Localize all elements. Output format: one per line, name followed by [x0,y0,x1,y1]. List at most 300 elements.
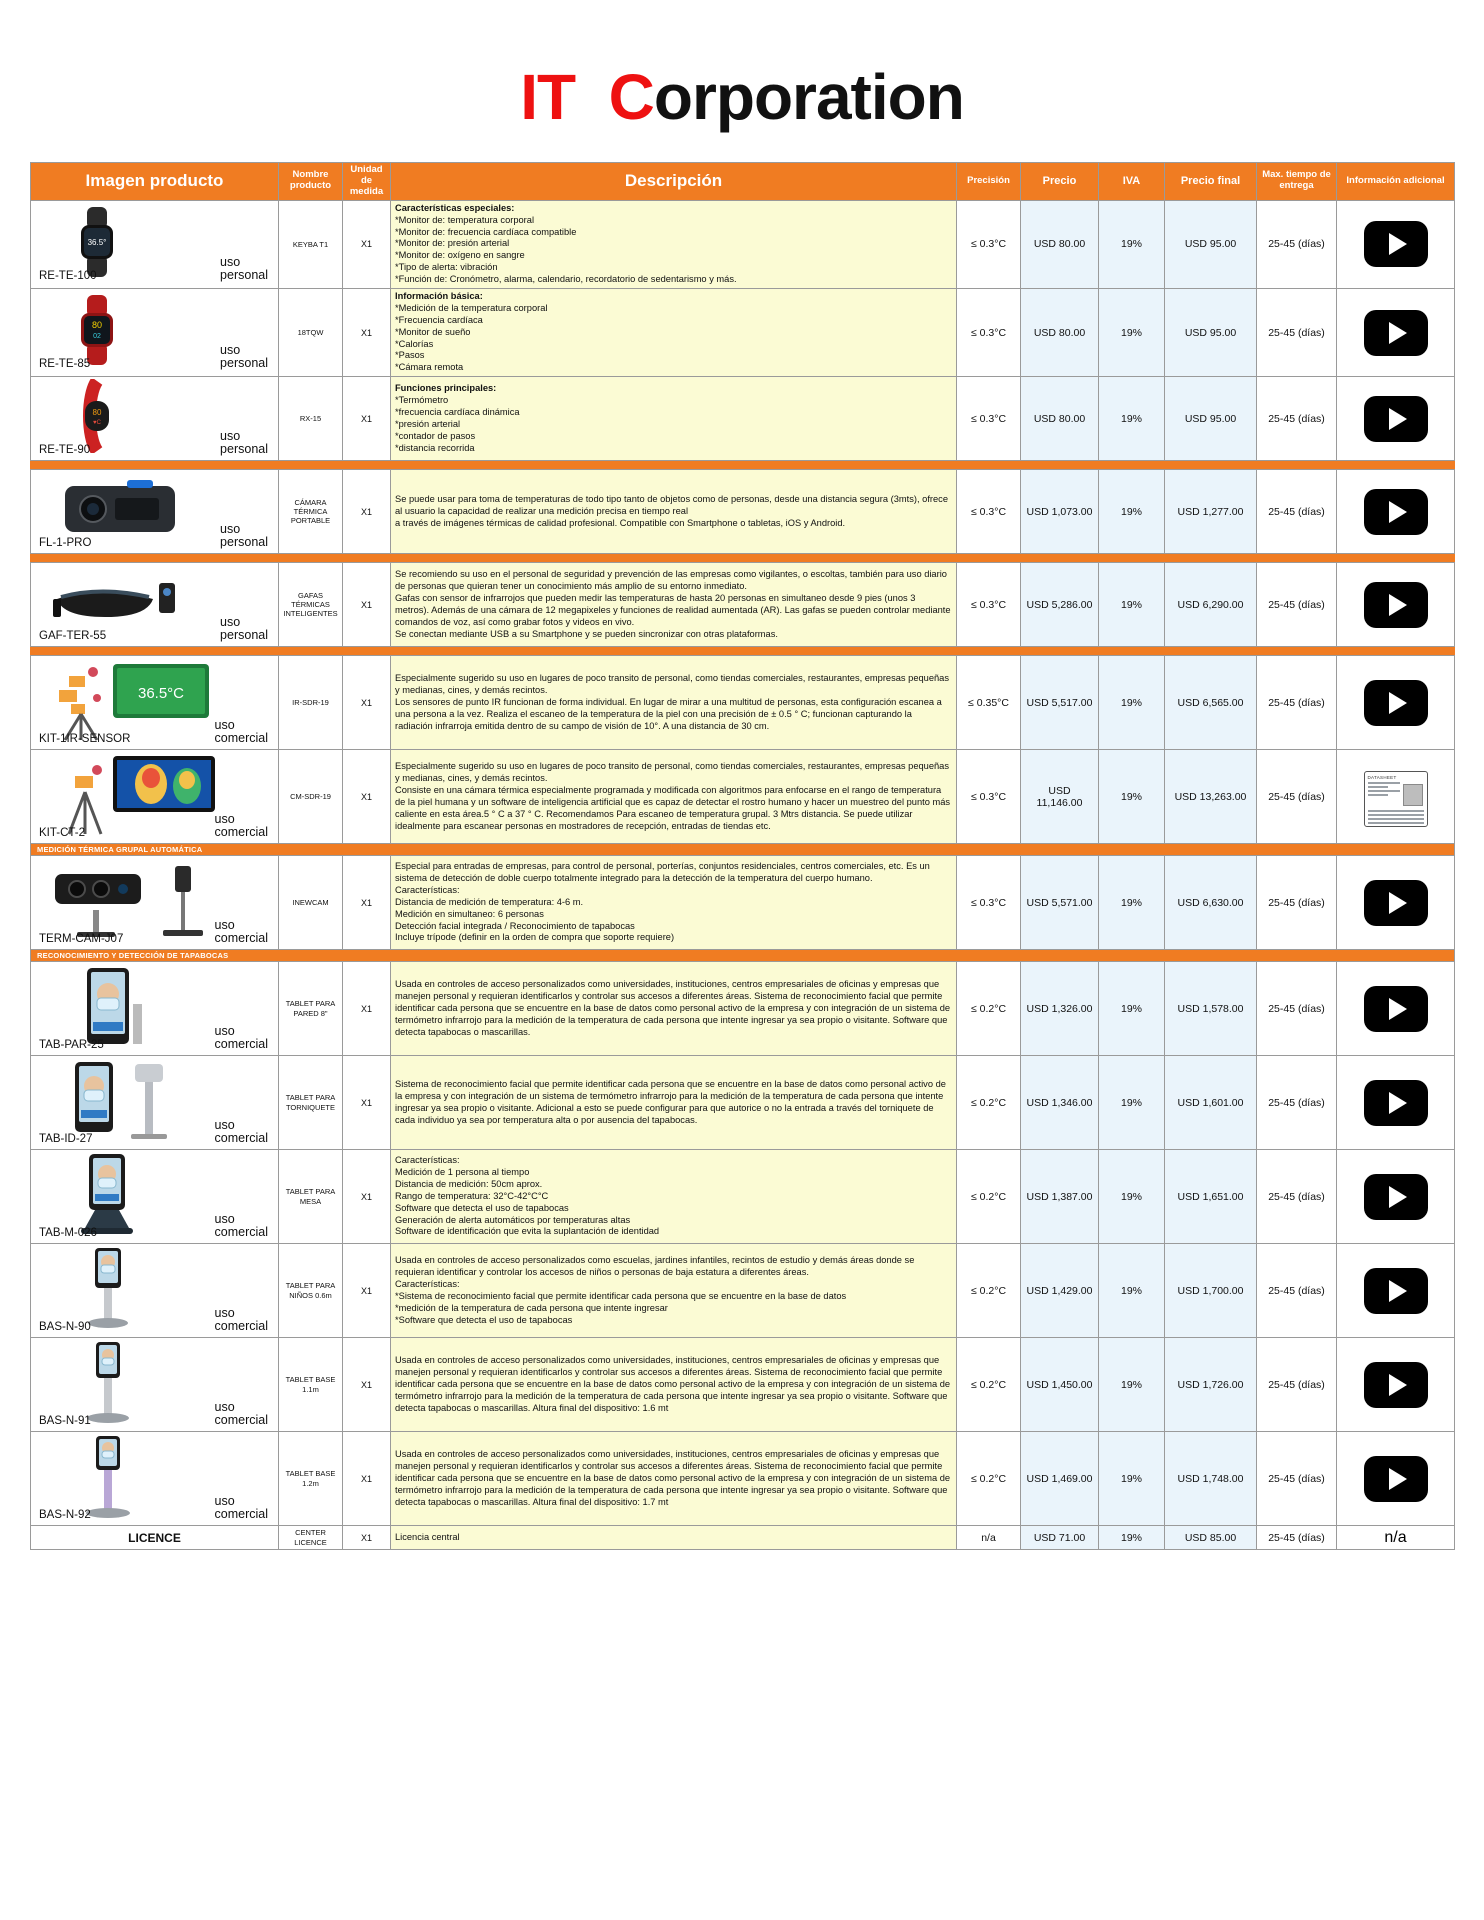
cell-price: USD 5,571.00 [1021,856,1099,950]
cell-product-name: TABLET PARA PARED 8" [279,962,343,1056]
description-line: Especialmente sugerido su uso en lugares de poco transito de personal, como tiendas comerciales, restaurantes, empresas pequeñas y medianas, cines, y demás recintos. [395,761,950,783]
description-line: Generación de alerta automáticos por temperaturas altas [395,1214,631,1225]
cell-description [391,656,957,750]
description-line: *distancia recorrida [395,442,475,453]
video-play-icon[interactable] [1364,396,1428,442]
description-line: Licencia central [395,1531,460,1542]
table-row [31,1150,1455,1244]
cell-iva: 19% [1099,200,1165,288]
cell-product-name: CM-SDR-19 [279,750,343,844]
cell-extra-info [1337,1056,1455,1150]
cell-image [31,377,279,461]
cell-price: USD 1,450.00 [1021,1338,1099,1432]
cell-delivery-time: 25-45 (días) [1257,856,1337,950]
cell-precision: ≤ 0.2°C [957,1244,1021,1338]
cell-extra-info [1337,470,1455,554]
cell-unit: X1 [343,377,391,461]
cell-final-price: USD 6,630.00 [1165,856,1257,950]
header-precision: Precisión [957,163,1021,201]
cell-delivery-time: 25-45 (días) [1257,1244,1337,1338]
cell-description [391,470,957,554]
cell-precision: ≤ 0.3°C [957,750,1021,844]
description-line: Rango de temperatura: 32°C-42°C°C [395,1190,549,1201]
product-code: BAS-N-92 [39,1509,91,1522]
description-line: Se recomiendo su uso en el personal de seguridad y prevención de las empresas como vigilantes, o escoltas, también para uso diario de personas que quieran tener un conocimiento más amplio de su entorno inmediato. [395,569,947,591]
svg-text:80: 80 [91,320,103,331]
cell-price: USD 11,146.00 [1021,750,1099,844]
product-code: RE-TE-85 [39,358,91,371]
product-photo [35,293,274,372]
section-bar-tapabocas [31,950,1455,962]
cell-iva: 19% [1099,1338,1165,1432]
product-photo [35,858,274,947]
description-line: *Calorías [395,338,434,349]
usage-label: uso comercial [214,917,268,946]
description-line: Usada en controles de acceso personalizados como universidades, instituciones, centros empresariales de oficinas y empresas que manejen personal y requieran identificarlos y controlar sus accesos a diferentes áreas. Sistema de reconocimiento facial que permite identificar cada persona que se encuentre en la base de datos como personal activo de la empresa y con integración de un sistema de termómetro infrarrojo para la medición de la temperatura de cada persona que intente ingresar ya sea propio o visitante. Software que detecta tapabocas o mascarillas. Altura final del dispositivo: 1.6 mt [395,1355,951,1413]
cell-iva: 19% [1099,1056,1165,1150]
video-play-icon[interactable] [1364,310,1428,356]
cell-iva: 19% [1099,377,1165,461]
video-play-icon[interactable] [1364,1268,1428,1314]
cell-description [391,1432,957,1526]
cell-delivery-time: 25-45 (días) [1257,1150,1337,1244]
cell-description [391,377,957,461]
table-row [31,200,1455,288]
usage-label: uso comercial [214,1399,268,1428]
cell-final-price: USD 13,263.00 [1165,750,1257,844]
cell-delivery-time: 25-45 (días) [1257,289,1337,377]
description-line: Medición en simultaneo: 6 personas [395,908,544,919]
description-line: Usada en controles de acceso personalizados como universidades, instituciones, centros empresariales de oficinas y empresas que manejen personal y requieran identificarlos y controlar sus accesos a diferentes áreas. Sistema de reconocimiento facial que permite identificar cada persona que se encuentre en la base de datos como personal activo de la empresa y con integración de un sistema de termómetro infrarrojo para la medición de la temperatura de cada persona que intente ingresar ya sea propio o visitante. Software que detecta tapabocas o mascarillas. [395,979,951,1037]
cell-product-name: TABLET BASE 1.2m [279,1432,343,1526]
cell-description [391,1056,957,1150]
cell-delivery-time: 25-45 (días) [1257,377,1337,461]
usage-label: uso comercial [214,1023,268,1052]
cell-precision: ≤ 0.2°C [957,1150,1021,1244]
description-line: *Frecuencia cardíaca [395,314,483,325]
usage-label: uso comercial [214,811,268,840]
logo-it: IT [520,61,576,133]
cell-extra-info [1337,377,1455,461]
cell-product-name: CENTER LICENCE [279,1526,343,1550]
logo-c: C [608,61,654,133]
cell-delivery-time: 25-45 (días) [1257,200,1337,288]
description-line: *Sistema de reconocimiento facial que permite identificar cada persona que se encuentre en la base de datos [395,1290,847,1301]
description-line: *Monitor de: presión arterial [395,238,510,249]
product-code: RE-TE-90 [39,444,91,457]
cell-product-name: RX-15 [279,377,343,461]
cell-product-name: TABLET BASE 1.1m [279,1338,343,1432]
cell-unit: X1 [343,1244,391,1338]
cell-unit: X1 [343,750,391,844]
description-line: *Monitor de: frecuencia cardíaca compatible [395,226,577,237]
table-row [31,856,1455,950]
product-code: FL-1-PRO [39,537,92,550]
table-row [31,470,1455,554]
cell-price: USD 1,429.00 [1021,1244,1099,1338]
product-code: TERM-CAM-J07 [39,933,124,946]
description-title: Características especiales: [395,202,515,213]
cell-description [391,1244,957,1338]
description-title: Información básica: [395,291,483,301]
usage-label: uso personal [220,342,268,370]
cell-delivery-time: 25-45 (días) [1257,1338,1337,1432]
cell-extra-info [1337,750,1455,844]
cell-iva: 19% [1099,962,1165,1056]
description-line: *Función de: Cronómetro, alarma, calendario, recordatorio de sedentarismo y más. [395,274,737,285]
cell-image [31,563,279,647]
description-line: *contador de pasos [395,430,476,441]
cell-image [31,750,279,844]
cell-description [391,856,957,950]
header-unit: Unidad de medida [343,163,391,201]
description-line: Incluye trípode (definir en la orden de compra que soporte requiere) [395,932,675,943]
cell-delivery-time: 25-45 (días) [1257,1432,1337,1526]
cell-product-name: 18TQW [279,289,343,377]
cell-precision: ≤ 0.3°C [957,563,1021,647]
description-line: Especialmente sugerido su uso en lugares de poco transito de personal, como tiendas comerciales, restaurantes, empresas pequeñas y medianas, cines, y demás recintos. [395,673,950,695]
header-final-price: Precio final [1165,163,1257,201]
cell-price: USD 1,073.00 [1021,470,1099,554]
description-line: Usada en controles de acceso personalizados como universidades, instituciones, centros empresariales de oficinas y empresas que manejen personal y requieran identificarlos y controlar sus accesos a diferentes áreas. Sistema de reconocimiento facial que permite identificar cada persona que se encuentre en la base de datos como personal activo de la empresa y con integración de un sistema de termómetro infrarrojo para la medición de la temperatura de cada persona que intente ingresar ya sea propio o visitante. Software que detecta tapabocas o mascarillas. Altura final del dispositivo: 1.7 mt [395,1449,951,1507]
cell-unit: X1 [343,470,391,554]
cell-price: USD 80.00 [1021,289,1099,377]
cell-precision: ≤ 0.2°C [957,1056,1021,1150]
cell-precision: ≤ 0.2°C [957,1338,1021,1432]
description-line: Especial para entradas de empresas, para control de personal, porterías, conjuntos residenciales, centros comerciales, etc. Es un sistema de detección de doble cuerpo totalmente integrado para la detección de la temperatura del cuerpo humano. [395,861,930,883]
description-line: Usada en controles de acceso personalizados como escuelas, jardines infantiles, recintos de estudio y demás áreas donde se requieran identificar y controlar los accesos de niños o personas de baja estatura a diferentes áreas. [395,1255,915,1277]
cell-unit: X1 [343,200,391,288]
cell-product-name: CÁMARA TÉRMICA PORTABLE [279,470,343,554]
cell-unit: X1 [343,856,391,950]
cell-unit: X1 [343,1432,391,1526]
cell-extra-info [1337,289,1455,377]
cell-iva: 19% [1099,289,1165,377]
description-line: *frecuencia cardíaca dinámica [395,406,520,417]
cell-unit: X1 [343,563,391,647]
cell-final-price: USD 95.00 [1165,200,1257,288]
cell-delivery-time: 25-45 (días) [1257,563,1337,647]
video-play-icon[interactable] [1364,489,1428,535]
cell-extra-info [1337,1150,1455,1244]
cell-extra-info [1337,1244,1455,1338]
usage-label: uso comercial [214,1305,268,1334]
usage-label: uso personal [220,254,268,282]
cell-product-name: INEWCAM [279,856,343,950]
cell-description [391,563,957,647]
svg-text:80: 80 [92,408,102,418]
cell-final-price: USD 1,748.00 [1165,1432,1257,1526]
description-line: Software que detecta el uso de tapabocas [395,1202,569,1213]
svg-text:36.5°: 36.5° [87,237,107,247]
cell-description [391,750,957,844]
cell-price: USD 1,326.00 [1021,962,1099,1056]
table-row [31,656,1455,750]
cell-price: USD 5,286.00 [1021,563,1099,647]
cell-final-price: USD 6,565.00 [1165,656,1257,750]
usage-label: uso personal [220,428,268,457]
table-row [31,1432,1455,1526]
logo-orporation: orporation [653,61,964,133]
cell-price: USD 71.00 [1021,1526,1099,1550]
cell-precision: ≤ 0.2°C [957,962,1021,1056]
cell-image [31,856,279,950]
cell-image [31,962,279,1056]
cell-final-price: USD 1,651.00 [1165,1150,1257,1244]
description-line: Características: [395,1155,460,1166]
cell-final-price: USD 1,700.00 [1165,1244,1257,1338]
video-play-icon[interactable] [1364,221,1428,267]
table-body [31,200,1455,1549]
description-line: Características: [395,884,460,895]
product-code: TAB-PAR-25 [39,1039,104,1052]
table-row [31,289,1455,377]
cell-product-name: KEYBA T1 [279,200,343,288]
description-line: Detección facial integrada / Reconocimiento de tapabocas [395,920,635,931]
description-line: *medición de la temperatura de cada persona que intente ingresar [395,1302,668,1313]
product-photo [35,1152,274,1241]
usage-label: uso personal [220,614,268,643]
cell-unit: X1 [343,1056,391,1150]
cell-image [31,200,279,288]
cell-description [391,200,957,288]
cell-iva: 19% [1099,1150,1165,1244]
cell-unit: X1 [343,1338,391,1432]
cell-price: USD 1,346.00 [1021,1056,1099,1150]
cell-price: USD 1,387.00 [1021,1150,1099,1244]
description-line: *presión arterial [395,418,461,429]
description-line: Los sensores de punto IR funcionan de forma individual. En lugar de mirar a una multitud de personas, esta configuración escanea a una persona a la vez. Realiza el escaneo de la temperatura de la piel con una precisión de ± 0.5 ° C; funcionan capturando la radiación infrarroja emitida dentro de su campo de visión de 10°. A una distancia de 30 cm. [395,696,942,731]
cell-price: USD 80.00 [1021,377,1099,461]
cell-extra-info [1337,200,1455,288]
product-code: BAS-N-90 [39,1321,91,1334]
cell-extra-info [1337,656,1455,750]
header-price: Precio [1021,163,1099,201]
product-photo [35,565,274,644]
cell-precision: ≤ 0.3°C [957,289,1021,377]
header-iva: IVA [1099,163,1165,201]
product-catalog-table [30,162,1455,1550]
cell-iva: 19% [1099,563,1165,647]
cell-iva: 19% [1099,750,1165,844]
cell-delivery-time: 25-45 (días) [1257,470,1337,554]
video-play-icon[interactable] [1364,880,1428,926]
usage-label: uso comercial [214,1211,268,1240]
product-photo [35,964,274,1053]
table-row [31,1244,1455,1338]
description-line: Medición de 1 persona al tiempo [395,1167,530,1177]
table-row [31,750,1455,844]
svg-text:02: 02 [93,333,101,341]
cell-final-price: USD 1,726.00 [1165,1338,1257,1432]
cell-extra-info [1337,1432,1455,1526]
cell-precision: ≤ 0.3°C [957,856,1021,950]
cell-delivery-time: 25-45 (días) [1257,962,1337,1056]
table-row [31,563,1455,647]
usage-label: uso comercial [214,1493,268,1522]
cell-product-name: TABLET PARA MESA [279,1150,343,1244]
header-description: Descripción [391,163,957,201]
table-row [31,1338,1455,1432]
cell-image [31,1338,279,1432]
description-title: Funciones principales: [395,383,497,394]
info-na: n/a [1384,1528,1407,1546]
cell-iva: 19% [1099,1432,1165,1526]
usage-label: uso comercial [214,1117,268,1146]
cell-product-name: TABLET PARA NIÑOS 0.6m [279,1244,343,1338]
table-row [31,377,1455,461]
cell-precision: ≤ 0.35°C [957,656,1021,750]
product-code: TAB-M-026 [39,1227,97,1240]
video-play-icon[interactable] [1364,1456,1428,1502]
description-line: Software de identificación que evita la suplantación de identidad [395,1226,660,1237]
description-line: *Monitor de sueño [395,326,471,337]
product-code: KIT-CT-2 [39,827,86,840]
cell-precision: ≤ 0.3°C [957,200,1021,288]
product-code: BAS-N-91 [39,1415,91,1428]
cell-image [31,289,279,377]
product-photo [35,1058,274,1147]
header-image: Imagen producto [31,163,279,201]
cell-iva: 19% [1099,1526,1165,1550]
video-play-icon[interactable] [1364,1080,1428,1126]
cell-price: USD 1,469.00 [1021,1432,1099,1526]
cell-delivery-time: 25-45 (días) [1257,1526,1337,1550]
section-bar-label: MEDICIÓN TÉRMICA GRUPAL AUTOMÁTICA [31,844,1455,856]
cell-extra-info [1337,1338,1455,1432]
product-photo [35,658,274,747]
section-bar-grupal [31,844,1455,856]
description-line: Se conectan mediante USB a su Smartphone y se pueden sincronizar con otras plataformas. [395,628,778,639]
description-line: *Termómetro [395,394,449,405]
video-play-icon[interactable] [1364,986,1428,1032]
cell-unit: X1 [343,1526,391,1550]
row-separator [31,554,1455,563]
cell-price: USD 5,517.00 [1021,656,1099,750]
cell-description [391,1526,957,1550]
cell-product-name: GAFAS TÉRMICAS INTELIGENTES [279,563,343,647]
description-line: a través de imágenes térmicas de calidad profesional. Compatible con Smartphone o tabletas, iOS y Android. [395,517,846,528]
cell-unit: X1 [343,962,391,1056]
product-photo [35,379,274,458]
cell-description [391,289,957,377]
cell-image [31,1244,279,1338]
cell-extra-info [1337,1526,1455,1550]
cell-iva: 19% [1099,470,1165,554]
description-line: Gafas con sensor de infrarrojos que pueden medir las temperaturas de hasta 20 personas en simultaneo desde 9 pies (unos 3 metros). Además de una cámara de 12 megapixeles y funciones de realidad aumentada (AR). Las gafas se pueden controlar mediante comandos de voz, así como grabar fotos y videos en vivo. [395,592,951,627]
cell-product-name: TABLET PARA TORNIQUETE [279,1056,343,1150]
video-play-icon[interactable] [1364,582,1428,628]
usage-label: uso personal [220,521,268,550]
header-name: Nombre producto [279,163,343,201]
cell-extra-info [1337,856,1455,950]
description-line: Sistema de reconocimiento facial que permite identificar cada persona que se encuentre en la base de datos como personal activo de la empresa y con integración de un sistema de termómetro infrarrojo para la medición de la temperatura de cada persona que intente ingresar ya sea propio o visitante. Adicional a esto se puede configurar para que autorice o no la entrada a través del torniquete de cada individuo ya sea por temperatura alta o por ausencia del tapabocas. [395,1078,946,1125]
cell-final-price: USD 6,290.00 [1165,563,1257,647]
product-code: KIT-1IR-SENSOR [39,733,131,746]
description-line: Distancia de medición de temperatura: 4-6 m. [395,896,584,907]
cell-unit: X1 [343,289,391,377]
header-extra-info: Información adicional [1337,163,1455,201]
cell-final-price: USD 85.00 [1165,1526,1257,1550]
cell-image [31,656,279,750]
cell-delivery-time: 25-45 (días) [1257,656,1337,750]
brand-logo [0,0,1484,162]
description-line: *Tipo de alerta: vibración [395,262,498,273]
section-bar-label: RECONOCIMIENTO Y DETECCIÓN DE TAPABOCAS [31,950,1455,962]
cell-extra-info [1337,563,1455,647]
product-photo [35,752,274,841]
product-code: RE-TE-100 [39,269,97,282]
cell-price: USD 80.00 [1021,200,1099,288]
datasheet-label: DATASHEET [1367,775,1397,781]
cell-unit: X1 [343,1150,391,1244]
cell-iva: 19% [1099,856,1165,950]
cell-final-price: USD 1,601.00 [1165,1056,1257,1150]
cell-final-price: USD 95.00 [1165,377,1257,461]
video-play-icon[interactable] [1364,1174,1428,1220]
description-line: *Cámara remota [395,362,464,373]
cell-precision: ≤ 0.3°C [957,377,1021,461]
svg-text:♥C: ♥C [93,420,101,427]
cell-delivery-time: 25-45 (días) [1257,750,1337,844]
product-code: LICENCE [128,1530,181,1545]
cell-product-name: IR-SDR-19 [279,656,343,750]
usage-label: uso comercial [214,717,268,746]
cell-precision: n/a [957,1526,1021,1550]
table-row [31,962,1455,1056]
description-line: Características: [395,1278,460,1289]
cell-final-price: USD 95.00 [1165,289,1257,377]
cell-iva: 19% [1099,656,1165,750]
product-photo [35,472,274,551]
cell-description [391,1338,957,1432]
table-header-row [31,163,1455,201]
product-photo [35,1434,274,1523]
cell-description [391,1150,957,1244]
cell-iva: 19% [1099,1244,1165,1338]
cell-final-price: USD 1,578.00 [1165,962,1257,1056]
video-play-icon[interactable] [1364,680,1428,726]
cell-final-price: USD 1,277.00 [1165,470,1257,554]
cell-delivery-time: 25-45 (días) [1257,1056,1337,1150]
video-play-icon[interactable] [1364,1362,1428,1408]
description-line: *Monitor de: temperatura corporal [395,214,535,225]
row-separator [31,647,1455,656]
description-line: Consiste en una cámara térmica especialmente programada y modificada con algoritmos para enfocarse en el rango de temperatura de la piel humana y un software de inteligencia artificial que es capaz de detectar el rostro humano y hacer un muestreo del punto más caliente en esta área.5 ° C a 37 ° C. Recomendamos Para escaneo de temperatura grupal. 3 Mtrs distancia. Se puede utilizar idealmente para escanear personas en mostradores de recepción, entradas de tiendas etc. [395,784,951,831]
cell-description [391,962,957,1056]
cell-unit: X1 [343,656,391,750]
product-code: TAB-ID-27 [39,1133,93,1146]
description-line: *Software que detecta el uso de tapabocas [395,1314,573,1325]
product-photo [35,1246,274,1335]
table-row [31,1526,1455,1550]
description-line: *Monitor de: oxígeno en sangre [395,250,525,261]
cell-image [31,1526,279,1550]
svg-text:36.5°C: 36.5°C [137,685,185,703]
datasheet-icon[interactable] [1364,771,1428,827]
description-line: Se puede usar para toma de temperaturas de todo tipo tanto de objetos como de personas, desde una distancia segura (3mts), ofrece al usuario la capacidad de realizar una medición precisa en tiempo real [395,493,948,516]
product-photo [35,1340,274,1429]
cell-image [31,1056,279,1150]
cell-image [31,1432,279,1526]
header-max-time: Max. tiempo de entrega [1257,163,1337,201]
cell-image [31,1150,279,1244]
cell-precision: ≤ 0.3°C [957,470,1021,554]
product-photo [35,205,274,284]
product-code: GAF-TER-55 [39,630,107,643]
description-line: *Pasos [395,350,425,361]
row-separator [31,461,1455,470]
